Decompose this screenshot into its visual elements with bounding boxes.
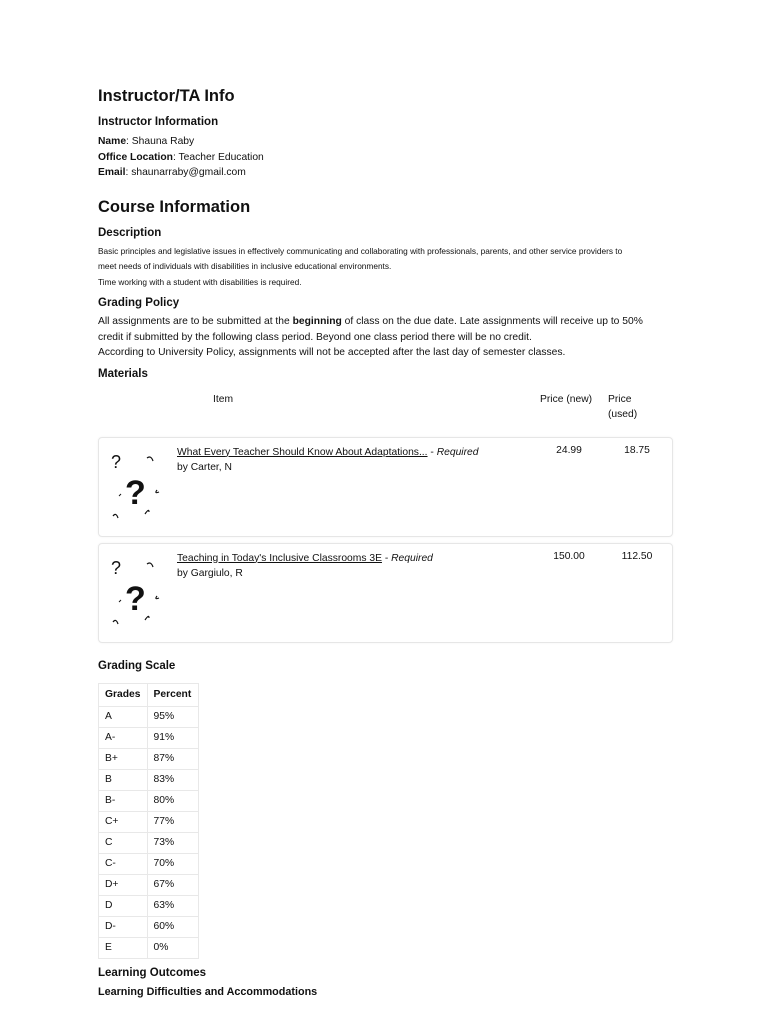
material-price-new: 150.00: [553, 550, 585, 562]
material-price-used: 112.50: [621, 550, 653, 562]
percent-cell: 80%: [147, 790, 198, 811]
required-label: Required: [391, 552, 433, 564]
percent-cell: 95%: [147, 706, 198, 727]
col-grades: Grades: [99, 683, 148, 706]
grading-scale-table: [98, 683, 199, 959]
materials-header: [98, 392, 673, 432]
missing-image-icon: [109, 552, 169, 628]
table-row: [99, 895, 199, 916]
material-author: by Carter, N: [177, 462, 232, 473]
percent-cell: 73%: [147, 832, 198, 853]
course-heading: Course Information: [98, 197, 251, 216]
material-author: by Gargiulo, R: [177, 568, 243, 579]
table-row: [99, 769, 199, 790]
svg-text:?: ?: [111, 451, 122, 472]
learning-outcomes-subheading: Learning Difficulties and Accommodations: [98, 985, 318, 998]
grade-cell: C+: [99, 811, 148, 832]
percent-cell: 87%: [147, 748, 198, 769]
svg-text:?: ?: [125, 473, 146, 512]
missing-image-icon: [109, 446, 169, 522]
grade-cell: C-: [99, 853, 148, 874]
table-row: [99, 790, 199, 811]
table-row: [99, 811, 199, 832]
grade-cell: D: [99, 895, 148, 916]
instructor-subheading: Instructor Information: [98, 116, 219, 128]
percent-cell: 0%: [147, 937, 198, 958]
grade-cell: E: [99, 937, 148, 958]
col-price-used: Price (used): [608, 393, 638, 420]
material-title-link[interactable]: Teaching in Today's Inclusive Classrooms 3E: [177, 552, 382, 564]
percent-cell: 83%: [147, 769, 198, 790]
instructor-heading: Instructor/TA Info: [98, 87, 235, 105]
col-percent: Percent: [147, 683, 198, 706]
material-title-link[interactable]: What Every Teacher Should Know About Adaptations...: [177, 446, 428, 458]
table-row: [99, 853, 199, 874]
description-line: meet needs of individuals with disabilities in inclusive educational environments.: [98, 261, 392, 271]
grade-cell: B+: [99, 748, 148, 769]
description-line: Time working with a student with disabilities is required.: [98, 276, 302, 287]
grade-cell: C: [99, 832, 148, 853]
table-row: [99, 748, 199, 769]
table-row: [99, 832, 199, 853]
grade-cell: B: [99, 769, 148, 790]
table-row: [99, 937, 199, 958]
table-header-row: [99, 683, 199, 706]
percent-cell: 63%: [147, 895, 198, 916]
material-price-new: 24.99: [556, 444, 582, 456]
description-heading: Description: [98, 226, 162, 239]
percent-cell: 91%: [147, 727, 198, 748]
percent-cell: 60%: [147, 916, 198, 937]
grade-cell: D+: [99, 874, 148, 895]
grade-cell: A: [99, 706, 148, 727]
grading-scale-heading: Grading Scale: [98, 659, 176, 672]
grade-cell: B-: [99, 790, 148, 811]
percent-cell: 70%: [147, 853, 198, 874]
instructor-name: Name: Shauna Raby: [98, 136, 195, 147]
table-row: [99, 727, 199, 748]
table-row: [99, 916, 199, 937]
svg-text:?: ?: [111, 557, 122, 578]
table-row: [99, 874, 199, 895]
material-card: ? ? Teaching in Today's Inclusive Classrooms 3E - Required by Gargiulo, R 150.00 112.50: [98, 543, 673, 643]
grade-cell: A-: [99, 727, 148, 748]
grading-policy-heading: Grading Policy: [98, 297, 180, 309]
grade-cell: D-: [99, 916, 148, 937]
col-price-new: Price (new): [540, 393, 593, 405]
materials-heading: Materials: [98, 367, 148, 380]
instructor-office: Office Location: Teacher Education: [98, 151, 264, 163]
grading-scale-body: [99, 706, 199, 958]
material-price-used: 18.75: [624, 444, 650, 456]
percent-cell: 77%: [147, 811, 198, 832]
instructor-email: Email: shaunarraby@gmail.com: [98, 167, 246, 178]
percent-cell: 67%: [147, 874, 198, 895]
table-row: [99, 706, 199, 727]
description-line: Basic principles and legislative issues in effectively communicating and collaborating with professionals, parents, and other service providers to: [98, 245, 623, 256]
learning-outcomes-heading: Learning Outcomes: [98, 966, 206, 979]
grading-policy-text: All assignments are to be submitted at the beginning of class on the due date. Late assignments will receive up to 50% credit if submitted by the following class period. Beyond one class period there will be no credit. According to University Policy, assignments will not be accepted after the last day of semester classes.: [98, 316, 643, 358]
required-label: Required: [436, 446, 479, 458]
col-item: Item: [213, 393, 234, 405]
svg-text:?: ?: [125, 579, 146, 618]
syllabus-page: [98, 86, 673, 1000]
material-card: ? ? What Every Teacher Should Know About Adaptations... - Required by Carter, N 24.99 18.75: [98, 437, 673, 537]
